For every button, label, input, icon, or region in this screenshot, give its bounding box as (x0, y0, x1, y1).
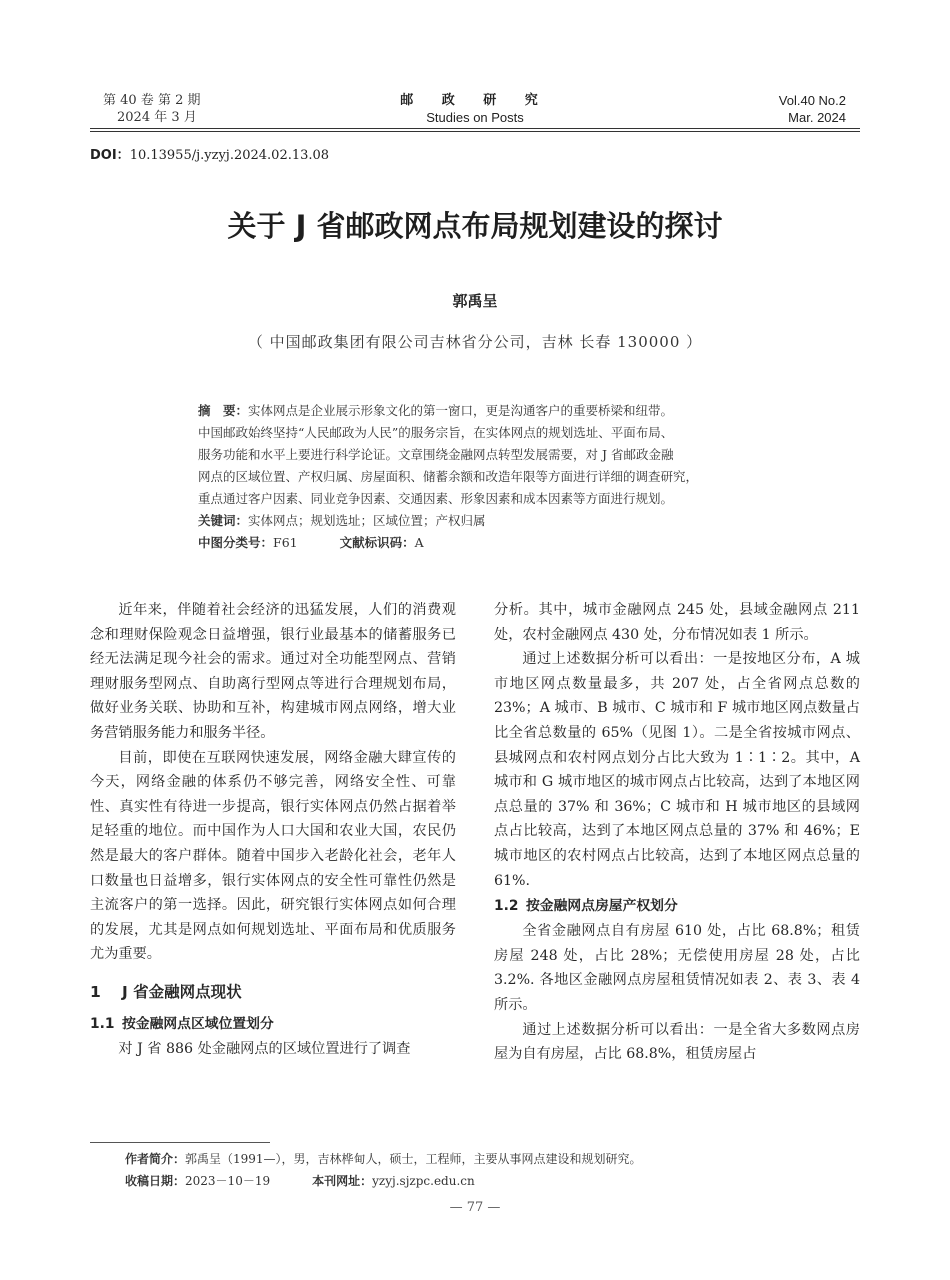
author-bio-label: 作者简介： (125, 1152, 186, 1166)
subsection-heading-1-2 (494, 893, 860, 919)
author-affiliation: （ 中国邮政集团有限公司吉林省分公司，吉林 长春 130000 ） (247, 333, 703, 351)
paragraph: 通过上述数据分析可以看出：一是全省大多数网点房屋为自有房屋，占比 68.8%，租赁房屋占 (494, 1021, 860, 1063)
journal-name-en: Studies on Posts (426, 110, 524, 125)
footnote-rule (90, 1142, 270, 1143)
paragraph: 近年来，伴随着社会经济的迅猛发展，人们的消费观念和理财保险观念日益增强，银行业最基本的储蓄服务已经无法满足现今社会的需求。通过对全功能型网点、营销理财服务型网点、自助离行型网点等进行合理规划布局，做好业务关联、协助和互补，构建城市网点网络，增大业务营销服务能力和服务半径。 (90, 602, 456, 741)
header-date-cn: 2024 年 3 月 (117, 110, 197, 125)
abstract-text: 实体网点是企业展示形象文化的第一窗口，更是沟通客户的重要桥梁和纽带。 (248, 403, 674, 418)
author-bio-text: 郭禹呈（1991—），男，吉林桦甸人，硕士，工程师，主要从事网点建设和规划研究。 (185, 1152, 642, 1166)
paragraph: 分析。其中，城市金融网点 245 处，县域金融网点 211 处，农村金融网点 430 处，分布情况如表 1 所示。 (494, 602, 860, 643)
abstract-line-5: 重点通过客户因素、同业竞争因素、交通因素、形象因素和成本因素等方面进行规划。 (198, 491, 674, 506)
keywords-value: 实体网点；规划选址；区域位置；产权归属 (248, 513, 486, 528)
doi-line (90, 144, 329, 163)
footnote-block (125, 1148, 642, 1192)
abstract-label: 摘 要： (198, 403, 249, 418)
header-rule-thick (90, 128, 860, 129)
section-heading-1 (90, 979, 456, 1005)
article-title: 关于 J 省邮政网点布局规划建设的探讨 (227, 209, 723, 243)
received-line (125, 1170, 642, 1192)
clc-value: F61 (273, 535, 298, 550)
section-title: J 省金融网点现状 (122, 982, 242, 1001)
paragraph: 通过上述数据分析可以看出：一是按地区分布，A 城市地区网点数量最多，共 207 处，占全省网点总数的 23%；A 城市、B 城市、C 城市和 F 城市地区网点数量占比全省总数量的 65%（见图 1）。二是全省按城市网点、县城网点和农村网点划分占比大致为 1∶1∶2。其中，A 城市和 G 城市地区的城市网点占比较高，达到了本地区网点总量的 37% 和 36%；C 城市和 H 城市地区的县域网点占比较高，达到了本地区网点总量的 37% 和 46%；E 城市地区的农村网点占比较高，达到了本地区网点总量的 61%. (494, 651, 860, 889)
paragraph: 全省金融网点自有房屋 610 处，占比 68.8%；租赁房屋 248 处，占比 28%；无偿使用房屋 28 处，占比 3.2%. 各地区金融网点房屋租赁情况如表 2、表 3、表 4 所示。 (494, 923, 860, 1013)
abstract-line-3: 服务功能和水平上要进行科学论证。文章围绕金融网点转型发展需要，对 J 省邮政金融 (198, 447, 674, 462)
abstract-line-2: 中国邮政始终坚持“人民邮政为人民”的服务宗旨，在实体网点的规划选址、平面布局、 (198, 425, 674, 440)
subsection-number: 1.1 (90, 1015, 115, 1032)
keywords-label: 关键词： (198, 513, 249, 528)
journal-name-cn: 邮 政 研 究 (400, 93, 550, 108)
subsection-heading-1-1 (90, 1011, 456, 1037)
article-author: 郭禹呈 (452, 292, 498, 310)
journal-url-link[interactable]: yzyj.sjzpc.edu.cn (372, 1174, 475, 1188)
body-column-left (90, 598, 456, 1062)
clc-label: 中图分类号： (198, 535, 274, 550)
received-date: 2023－10－19 (185, 1174, 271, 1188)
body-column-right (494, 598, 860, 1067)
paragraph: 目前，即使在互联网快速发展，网络金融大肆宣传的今天，网络金融的体系仍不够完善，网络安全性、可靠性、真实性有待进一步提高，银行实体网点仍然占据着举足轻重的地位。而中国作为人口大国和农业大国，农民仍然是最大的客户群体。随着中国步入老龄化社会，老年人口数量也日益增多，银行实体网点的安全性可靠性仍然是主流客户的第一选择。因此，研究银行实体网点如何合理的发展，尤其是网点如何规划选址、平面布局和优质服务尤为重要。 (90, 749, 456, 963)
page-number: — 77 — (449, 1200, 501, 1215)
url-label: 本刊网址： (312, 1174, 373, 1188)
doc-code-value: A (414, 535, 424, 550)
doi-label: DOI： (90, 148, 130, 163)
received-label: 收稿日期： (125, 1174, 186, 1188)
header-vol-issue-cn: 第 40 卷 第 2 期 (103, 93, 201, 108)
subsection-number: 1.2 (494, 898, 519, 915)
doc-code-label: 文献标识码： (339, 535, 415, 550)
abstract-line-4: 网点的区域位置、产权归属、房屋面积、储蓄余额和改造年限等方面进行详细的调查研究， (198, 469, 699, 484)
paragraph: 对 J 省 886 处金融网点的区域位置进行了调查 (118, 1040, 411, 1057)
subsection-title: 按金融网点房屋产权划分 (526, 898, 678, 915)
header-date-en: Mar. 2024 (788, 110, 846, 125)
header-issue-en (779, 92, 846, 126)
doi-value[interactable]: 10.13955/j.yzyj.2024.02.13.08 (129, 148, 330, 163)
classification-line (198, 532, 758, 554)
section-number: 1 (90, 982, 101, 1001)
keywords-line (198, 510, 758, 532)
header-rule-thin (90, 131, 860, 132)
abstract-block (198, 400, 758, 554)
header-vol-issue-en: Vol.40 No.2 (778, 93, 846, 108)
subsection-title: 按金融网点区域位置划分 (122, 1015, 274, 1032)
author-bio-line (125, 1148, 642, 1170)
abstract-line-1 (198, 400, 758, 422)
